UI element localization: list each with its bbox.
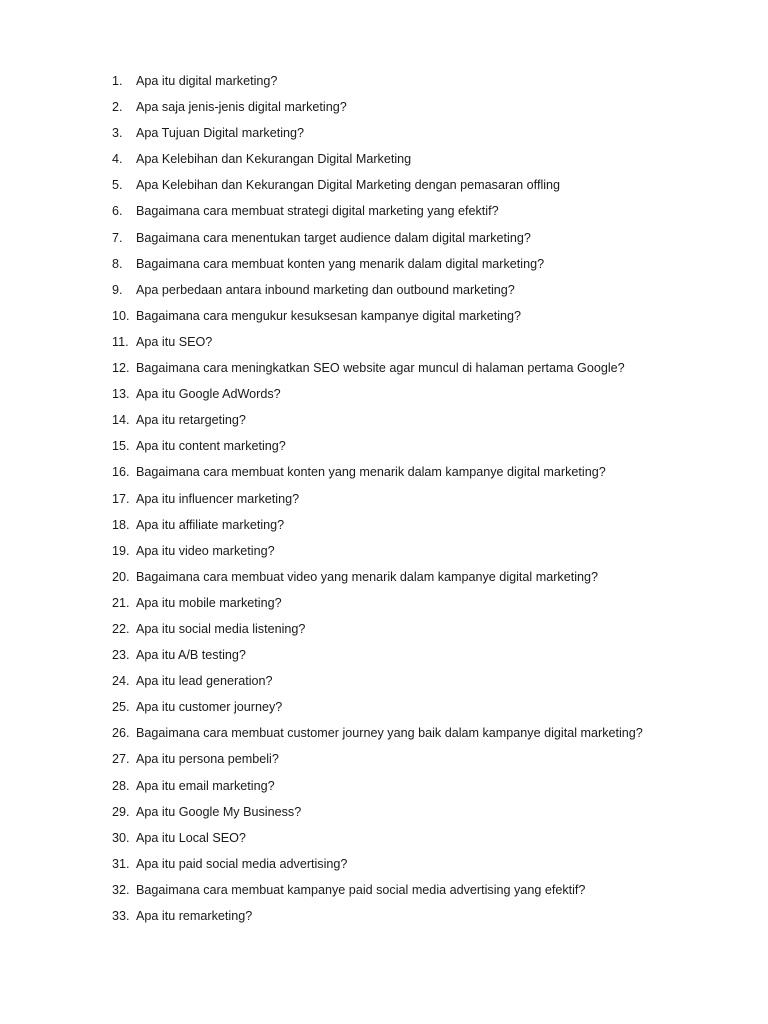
question-item-9	[112, 280, 643, 306]
question-text: Apa itu Google AdWords?	[136, 387, 281, 402]
question-text: Apa itu video marketing?	[136, 543, 275, 558]
question-text: Apa itu lead generation?	[136, 674, 273, 689]
question-number: 29.	[112, 804, 130, 819]
question-item-30	[112, 828, 643, 854]
question-number: 8.	[112, 256, 123, 271]
question-item-19	[112, 541, 643, 567]
question-item-23	[112, 645, 643, 671]
question-number: 19.	[112, 543, 130, 558]
question-number: 10.	[112, 308, 130, 323]
question-item-3	[112, 123, 643, 149]
question-number: 28.	[112, 778, 130, 793]
question-item-15	[112, 436, 643, 462]
question-number: 12.	[112, 361, 130, 376]
question-text: Apa itu content marketing?	[136, 439, 286, 454]
question-number: 25.	[112, 700, 130, 715]
question-item-1	[112, 71, 643, 97]
question-item-14	[112, 410, 643, 436]
question-number: 11.	[112, 334, 129, 349]
question-number: 7.	[112, 230, 123, 245]
question-number: 30.	[112, 830, 130, 845]
question-item-18	[112, 515, 643, 541]
question-text: Apa perbedaan antara inbound marketing dan outbound marketing?	[136, 282, 515, 297]
question-number: 23.	[112, 648, 130, 663]
question-item-8	[112, 254, 643, 280]
question-text: Apa itu remarketing?	[136, 909, 253, 923]
question-number: 3.	[112, 126, 123, 141]
question-text: Bagaimana cara meningkatkan SEO website agar muncul di halaman pertama Google?	[136, 361, 625, 376]
question-text: Apa itu email marketing?	[136, 778, 275, 793]
question-number: 24.	[112, 674, 130, 689]
question-item-24	[112, 671, 643, 697]
question-item-22	[112, 619, 643, 645]
question-text: Apa saja jenis-jenis digital marketing?	[136, 100, 347, 115]
question-text: Bagaimana cara membuat kampanye paid social media advertising yang efektif?	[136, 882, 586, 897]
question-text: Apa itu influencer marketing?	[136, 491, 300, 506]
question-number: 17.	[112, 491, 130, 506]
question-text: Apa itu persona pembeli?	[136, 752, 279, 767]
question-number: 27.	[112, 752, 130, 767]
question-number: 2.	[112, 100, 123, 115]
question-item-33	[112, 906, 643, 932]
question-number: 1.	[112, 74, 123, 88]
question-item-25	[112, 697, 643, 723]
question-item-11	[112, 332, 643, 358]
question-text: Apa itu customer journey?	[136, 700, 283, 715]
question-text: Bagaimana cara membuat konten yang menarik dalam digital marketing?	[136, 256, 545, 271]
question-number: 4.	[112, 152, 123, 167]
question-text: Apa itu A/B testing?	[136, 648, 246, 663]
question-item-27	[112, 749, 643, 775]
question-item-17	[112, 489, 643, 515]
question-number: 21.	[112, 595, 130, 610]
question-text: Apa itu retargeting?	[136, 413, 246, 428]
question-text: Bagaimana cara menentukan target audience dalam digital marketing?	[136, 230, 531, 245]
question-text: Bagaimana cara membuat konten yang menarik dalam kampanye digital marketing?	[136, 465, 606, 480]
question-item-32	[112, 880, 643, 906]
question-number: 20.	[112, 569, 130, 584]
question-text: Apa itu Local SEO?	[136, 830, 246, 845]
question-text: Apa itu Google My Business?	[136, 804, 302, 819]
question-item-31	[112, 854, 643, 880]
question-list	[112, 71, 643, 932]
question-item-29	[112, 802, 643, 828]
question-number: 5.	[112, 178, 123, 193]
question-number: 18.	[112, 517, 130, 532]
question-text: Apa Kelebihan dan Kekurangan Digital Marketing dengan pemasaran offling	[136, 178, 561, 193]
question-item-7	[112, 228, 643, 254]
question-text: Bagaimana cara membuat strategi digital marketing yang efektif?	[136, 204, 499, 219]
question-text: Apa itu SEO?	[136, 334, 213, 349]
question-item-28	[112, 776, 643, 802]
question-number: 33.	[112, 909, 130, 923]
question-text: Apa itu digital marketing?	[136, 74, 278, 88]
question-item-2	[112, 97, 643, 123]
question-number: 13.	[112, 387, 130, 402]
question-text: Apa Kelebihan dan Kekurangan Digital Marketing	[136, 152, 412, 167]
question-item-10	[112, 306, 643, 332]
question-number: 26.	[112, 726, 130, 741]
question-number: 6.	[112, 204, 123, 219]
question-text: Bagaimana cara mengukur kesuksesan kampanye digital marketing?	[136, 308, 522, 323]
question-text: Apa itu paid social media advertising?	[136, 856, 348, 871]
question-number: 31.	[112, 856, 130, 871]
question-text: Bagaimana cara membuat customer journey yang baik dalam kampanye digital marketing?	[136, 726, 643, 741]
question-number: 9.	[112, 282, 123, 297]
question-number: 14.	[112, 413, 130, 428]
question-text: Apa itu mobile marketing?	[136, 595, 282, 610]
question-item-13	[112, 384, 643, 410]
question-item-21	[112, 593, 643, 619]
question-item-6	[112, 201, 643, 227]
question-item-4	[112, 149, 643, 175]
question-text: Apa Tujuan Digital marketing?	[136, 126, 305, 141]
question-number: 32.	[112, 882, 130, 897]
question-item-20	[112, 567, 643, 593]
question-item-26	[112, 723, 643, 749]
question-text: Apa itu affiliate marketing?	[136, 517, 285, 532]
question-item-5	[112, 175, 643, 201]
question-item-12	[112, 358, 643, 384]
question-item-16	[112, 462, 643, 488]
question-number: 16.	[112, 465, 130, 480]
question-number: 22.	[112, 621, 130, 636]
question-number: 15.	[112, 439, 130, 454]
question-text: Apa itu social media listening?	[136, 621, 306, 636]
question-text: Bagaimana cara membuat video yang menarik dalam kampanye digital marketing?	[136, 569, 599, 584]
